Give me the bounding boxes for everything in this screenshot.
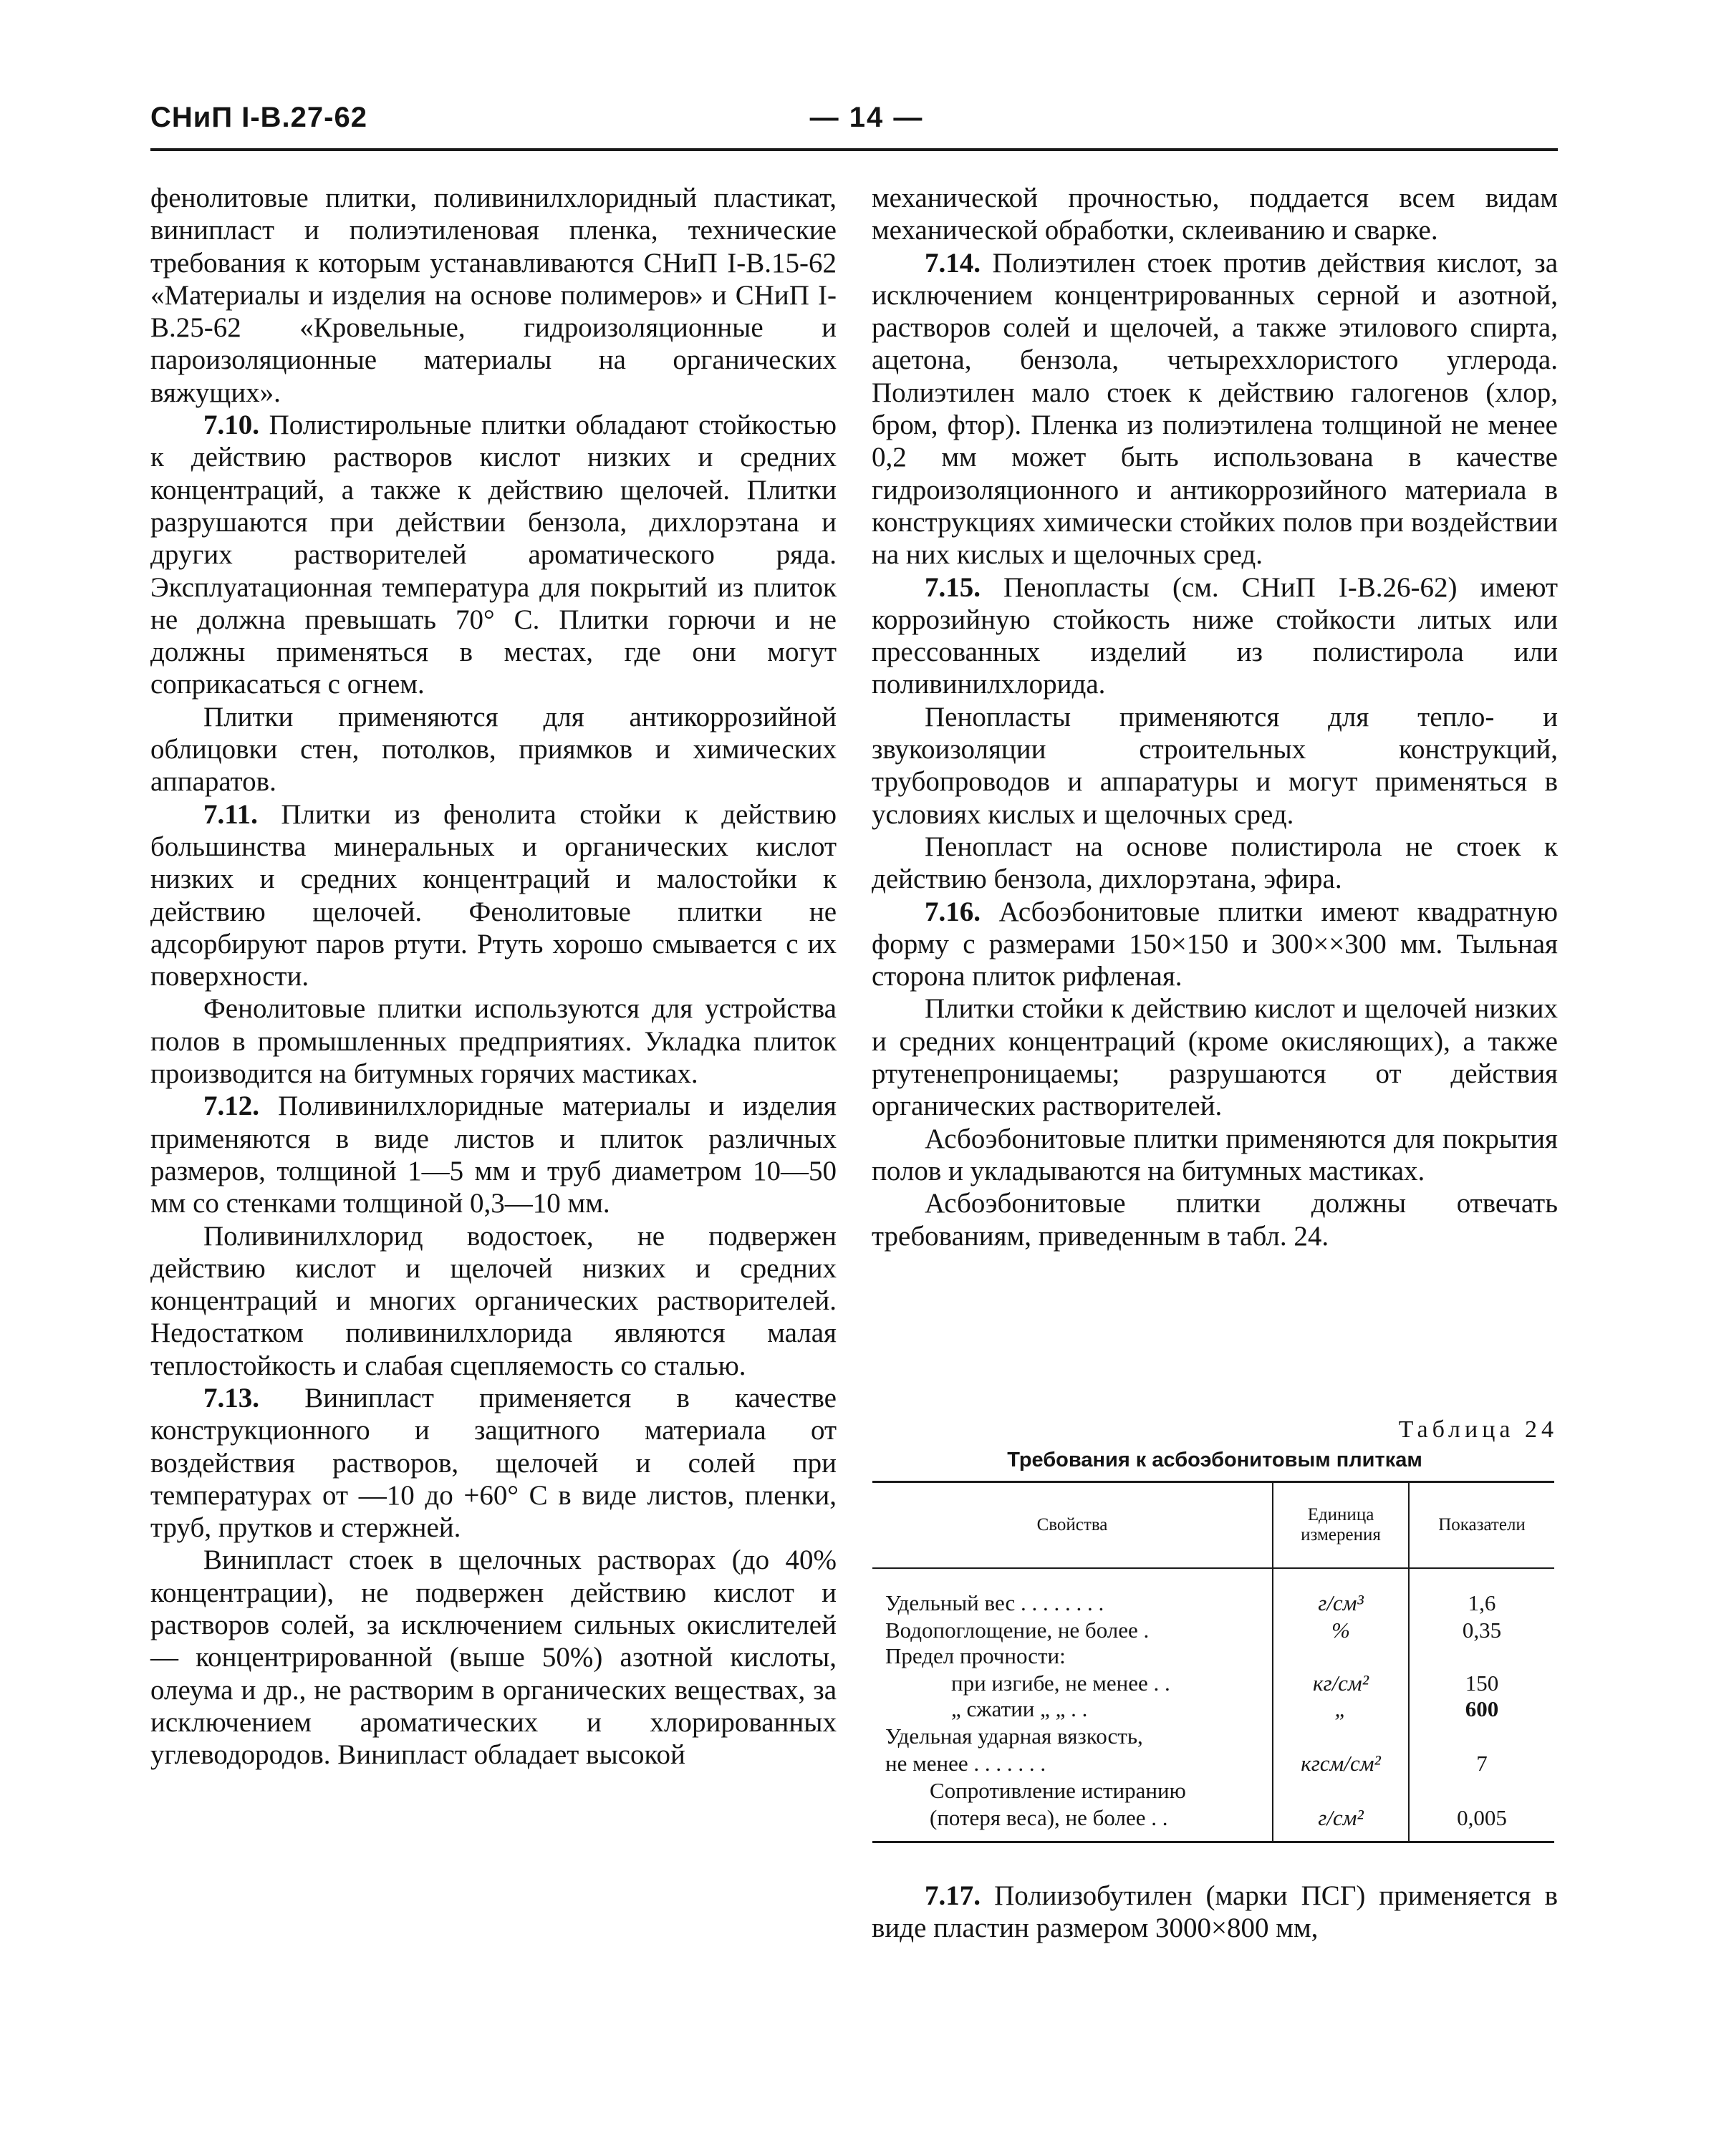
paragraph-text: Асбоэбонитовые плитки имеют квадратную форму с размерами 150×150 и 300××300 мм. Тыльная сторона плиток рифленая. bbox=[872, 896, 1558, 992]
clause-number: 7.12. bbox=[203, 1091, 259, 1122]
cell-unit: кгсм/см² bbox=[1301, 1751, 1381, 1776]
table-header-unit: Единица измерения bbox=[1301, 1505, 1381, 1545]
header-rule bbox=[150, 148, 1558, 151]
cell-unit: г/см³ bbox=[1318, 1590, 1364, 1615]
table-row bbox=[872, 1724, 1554, 1749]
table-header-property: Свойства bbox=[1036, 1515, 1108, 1534]
paragraph bbox=[150, 182, 837, 409]
table-row bbox=[872, 1618, 1554, 1643]
paragraph bbox=[872, 1123, 1558, 1188]
paragraph bbox=[872, 992, 1558, 1122]
cell-property: Сопротивление истиранию bbox=[930, 1778, 1186, 1803]
paragraph-text: Плитки применяются для антикоррозийной облицовки стен, потолков, приямков и химических аппаратов. bbox=[150, 701, 837, 798]
table-label: Таблица 24 bbox=[1398, 1416, 1558, 1443]
table-row bbox=[872, 1671, 1554, 1696]
table-header-value: Показатели bbox=[1438, 1515, 1526, 1534]
page-number: — 14 — bbox=[809, 102, 924, 133]
requirements-table bbox=[872, 1481, 1554, 1843]
cell-value: 0,005 bbox=[1457, 1805, 1507, 1830]
paragraph-text: Пенопласты (см. СНиП I-В.26-62) имеют коррозийную стойкость ниже стойкости литых или прессованных изделий из полистирола или поливинилхлорида. bbox=[872, 571, 1558, 700]
clause-number: 7.10. bbox=[203, 410, 259, 441]
bottom-right-paragraph-container bbox=[872, 1880, 1558, 1945]
table-row bbox=[872, 1696, 1554, 1722]
paragraph-text: Фенолитовые плитки используются для устройства полов в промышленных предприятиях. Укладка плиток производится на битумных горячих мастиках. bbox=[150, 993, 837, 1090]
paragraph-text: Винипласт применяется в качестве конструкционного и защитного материала от воздействия растворов, щелочей и солей при температурах от —10 до +60° С в виде листов, пленки, труб, прутков и стержней. bbox=[150, 1382, 837, 1544]
cell-property: Удельная ударная вязкость, bbox=[885, 1724, 1143, 1749]
paragraph bbox=[872, 831, 1558, 896]
paragraph bbox=[872, 701, 1558, 831]
paragraph bbox=[150, 798, 837, 993]
paragraph bbox=[150, 1090, 837, 1219]
paragraph bbox=[150, 1220, 837, 1382]
paragraph bbox=[150, 701, 837, 798]
table-row bbox=[872, 1778, 1554, 1804]
clause-number: 7.17. bbox=[925, 1880, 981, 1911]
paragraph-text: Полиизобутилен (марки ПСГ) применяется в виде пластин размером 3000×800 мм, bbox=[872, 1880, 1558, 1944]
left-column bbox=[150, 182, 837, 1771]
paragraph-text: Пенопласты применяются для тепло- и звукоизоляции строительных конструкций, трубопроводов и аппаратуры и могут применяться в условиях кислых и щелочных сред. bbox=[872, 701, 1558, 830]
paragraph bbox=[872, 896, 1558, 993]
cell-property: Удельный вес . . . . . . . . bbox=[885, 1590, 1104, 1615]
paragraph-text: Поливинилхлоридные материалы и изделия применяются в виде листов и плиток различных размеров, толщиной 1—5 мм и труб диаметром 10—50 мм со стенками толщиной 0,3—10 мм. bbox=[150, 1091, 837, 1219]
clause-number: 7.13. bbox=[203, 1382, 259, 1413]
clause-number: 7.11. bbox=[203, 798, 258, 830]
cell-property: Предел прочности: bbox=[885, 1643, 1066, 1668]
paragraph-text: Плитки стойки к действию кислот и щелочей низких и средних концентраций (кроме окисляющих), а также ртутенепроницаемы; разрушаются от действия органических растворителей. bbox=[872, 993, 1558, 1122]
paragraph bbox=[872, 182, 1558, 247]
right-column bbox=[872, 182, 1558, 1252]
paragraph bbox=[150, 1544, 837, 1771]
paragraph bbox=[872, 1880, 1558, 1945]
cell-property: (потеря веса), не более . . bbox=[930, 1805, 1168, 1830]
clause-number: 7.15. bbox=[925, 571, 981, 603]
table-row bbox=[872, 1643, 1554, 1669]
paragraph bbox=[872, 571, 1558, 701]
cell-value: 1,6 bbox=[1468, 1590, 1496, 1615]
clause-number: 7.14. bbox=[925, 247, 981, 279]
paragraph bbox=[150, 1382, 837, 1544]
cell-unit: „ bbox=[1334, 1696, 1347, 1721]
cell-unit: г/см² bbox=[1318, 1805, 1364, 1830]
cell-property: при изгибе, не менее . . bbox=[951, 1671, 1170, 1696]
cell-value: 600 bbox=[1465, 1696, 1499, 1721]
cell-property: „ сжатии „ „ . . bbox=[951, 1696, 1088, 1721]
clause-number: 7.16. bbox=[925, 896, 981, 927]
paragraph bbox=[150, 409, 837, 701]
paragraph-text: механической прочностью, поддается всем видам механической обработки, склеиванию и сварке. bbox=[872, 183, 1558, 246]
cell-property: не менее . . . . . . . bbox=[885, 1751, 1046, 1776]
paragraph-text: фенолитовые плитки, поливинилхлоридный пластикат, винипласт и полиэтиленовая пленка, технические требования к которым устанавливаются СНиП I-В.15-62 «Материалы и изделия на основе полимеров» и СНиП I-В.25-62 «Кровельные, гидроизоляционные и пароизоляционные материалы на органических вяжущих». bbox=[150, 183, 837, 408]
cell-unit: кг/см² bbox=[1312, 1671, 1369, 1696]
paragraph-text: Полистирольные плитки обладают стойкостью к действию растворов кислот низких и средних концентраций, а также к действию щелочей. Плитки разрушаются при действии бензола, дихлорэтана и других растворителей ароматического ряда. Эксплуатационная температура для покрытий из плиток не должна превышать 70° С. Плитки горючи и не должны применяться в местах, где они могут соприкасаться с огнем. bbox=[150, 410, 837, 700]
paragraph bbox=[872, 247, 1558, 571]
cell-value: 150 bbox=[1465, 1671, 1499, 1696]
paragraph-text: Асбоэбонитовые плитки применяются для покрытия полов и укладываются на битумных мастиках. bbox=[872, 1123, 1558, 1186]
paragraph-text: Винипласт стоек в щелочных растворах (до 40% концентрации), не подвержен действию кислот и растворов солей, за исключением сильных окислителей — концентрированной (выше 50%) азотной кислоты, олеума и др., не растворим в органических веществах, за исключением ароматических и хлорированных углеводородов. Винипласт обладает высокой bbox=[150, 1545, 837, 1771]
paragraph-text: Асбоэбонитовые плитки должны отвечать требованиям, приведенным в табл. 24. bbox=[872, 1188, 1558, 1252]
cell-value: 0,35 bbox=[1462, 1618, 1502, 1643]
cell-value: 7 bbox=[1476, 1751, 1488, 1776]
cell-property: Водопоглощение, не более . bbox=[885, 1618, 1150, 1643]
paragraph-text: Полиэтилен стоек против действия кислот, за исключением концентрированных серной и азотной, растворов солей и щелочей, а также этилового спирта, ацетона, бензола, четыреххлористого углерода. Полиэтилен мало стоек к действию галогенов (хлор, бром, фтор). Пленка из полиэтилена толщиной не менее 0,2 мм может быть использована в качестве гидроизоляционного и антикоррозийного материала в конструкциях химически стойких полов при воздействии на них кислых и щелочных сред. bbox=[872, 247, 1558, 571]
paragraph-text: Пенопласт на основе полистирола не стоек к действию бензола, дихлорэтана, эфира. bbox=[872, 831, 1558, 895]
table-header-rule bbox=[872, 1567, 1554, 1569]
table-title: Требования к асбоэбонитовым плиткам bbox=[1007, 1449, 1422, 1471]
paragraph bbox=[872, 1187, 1558, 1252]
paragraph-text: Поливинилхлорид водостоек, не подвержен действию кислот и щелочей низких и средних концентраций и многих органических растворителей. Недостатком поливинилхлорида являются малая теплостойкость и слабая сцепляемость со сталью. bbox=[150, 1220, 837, 1381]
table-row bbox=[872, 1751, 1554, 1776]
table-row bbox=[872, 1805, 1554, 1831]
paragraph bbox=[150, 992, 837, 1090]
cell-unit: % bbox=[1331, 1618, 1350, 1643]
table-row bbox=[872, 1590, 1554, 1616]
paragraph-text: Плитки из фенолита стойки к действию большинства минеральных и органических кислот низких и средних концентраций и малостойки к действию щелочей. Фенолитовые плитки не адсорбируют паров ртути. Ртуть хорошо смывается с их поверхности. bbox=[150, 798, 837, 992]
document-code: СНиП I-В.27-62 bbox=[150, 102, 367, 133]
